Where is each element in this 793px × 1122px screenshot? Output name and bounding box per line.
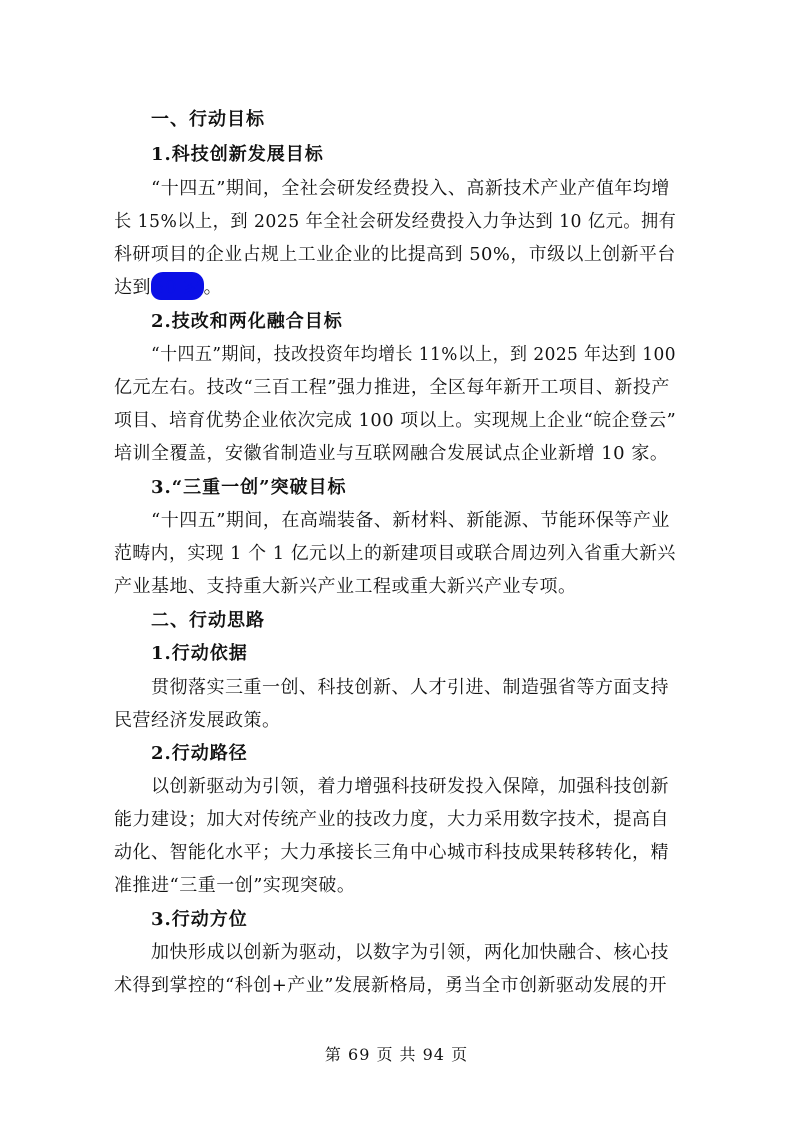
subheading-1-2: 2.技改和两化融合目标 xyxy=(151,311,343,332)
paragraph-line: “十四五”期间，全社会研发经费投入、高新技术产业产值年均增 xyxy=(151,178,670,199)
paragraph-line: 能力建设；加大对传统产业的技改力度，大力采用数字技术，提高自 xyxy=(114,809,669,830)
subheading-1-3: 3.“三重一创”突破目标 xyxy=(151,477,347,498)
paragraph-line: “十四五”期间，在高端装备、新材料、新能源、节能环保等产业 xyxy=(151,510,670,531)
line-prefix: 达到 xyxy=(114,277,151,298)
paragraph-line: 长 15%以上，到 2025 年全社会研发经费投入力争达到 10 亿元。拥有 xyxy=(114,211,677,232)
paragraph-line: 民营经济发展政策。 xyxy=(114,710,281,731)
subheading-1-1: 1.科技创新发展目标 xyxy=(151,144,324,165)
paragraph-line: 产业基地、支持重大新兴产业工程或重大新兴产业专项。 xyxy=(114,576,577,597)
paragraph-line-highlighted xyxy=(114,272,222,300)
paragraph-line: 科研项目的企业占规上工业企业的比提高到 50%，市级以上创新平台 xyxy=(114,244,676,265)
section-heading-1: 一、行动目标 xyxy=(151,109,265,130)
paragraph-line: 贯彻落实三重一创、科技创新、人才引进、制造强省等方面支持 xyxy=(151,677,669,698)
subheading-2-1: 1.行动依据 xyxy=(151,643,248,664)
paragraph-line: 动化、智能化水平；大力承接长三角中心城市科技成果转移转化，精 xyxy=(114,842,669,863)
paragraph-line: 范畴内，实现 1 个 1 亿元以上的新建项目或联合周边列入省重大新兴 xyxy=(114,543,676,564)
page-number-footer: 第 69 页 共 94 页 xyxy=(324,1045,469,1064)
paragraph-line: 项目、培育优势企业依次完成 100 项以上。实现规上企业“皖企登云” xyxy=(114,410,677,431)
subheading-2-2: 2.行动路径 xyxy=(151,743,248,764)
paragraph-line: 培训全覆盖，安徽省制造业与互联网融合发展试点企业新增 10 家。 xyxy=(114,443,669,464)
paragraph-line: 术得到掌控的“科创+产业”发展新格局，勇当全市创新驱动发展的开 xyxy=(114,975,667,996)
paragraph-line: 以创新驱动为引领，着力增强科技研发投入保障，加强科技创新 xyxy=(151,776,669,797)
paragraph-line: 加快形成以创新为驱动，以数字为引领，两化加快融合、核心技 xyxy=(151,942,669,963)
line-suffix: 。 xyxy=(203,277,223,298)
section-heading-2: 二、行动思路 xyxy=(151,610,265,631)
highlight-mark: 50 家 xyxy=(151,272,204,300)
paragraph-line: 亿元左右。技改“三百工程”强力推进，全区每年新开工项目、新投产 xyxy=(114,377,670,398)
paragraph-line: 准推进“三重一创”实现突破。 xyxy=(114,875,356,896)
subheading-2-3: 3.行动方位 xyxy=(151,909,248,930)
paragraph-line: “十四五”期间，技改投资年均增长 11%以上，到 2025 年达到 100 xyxy=(151,344,676,365)
